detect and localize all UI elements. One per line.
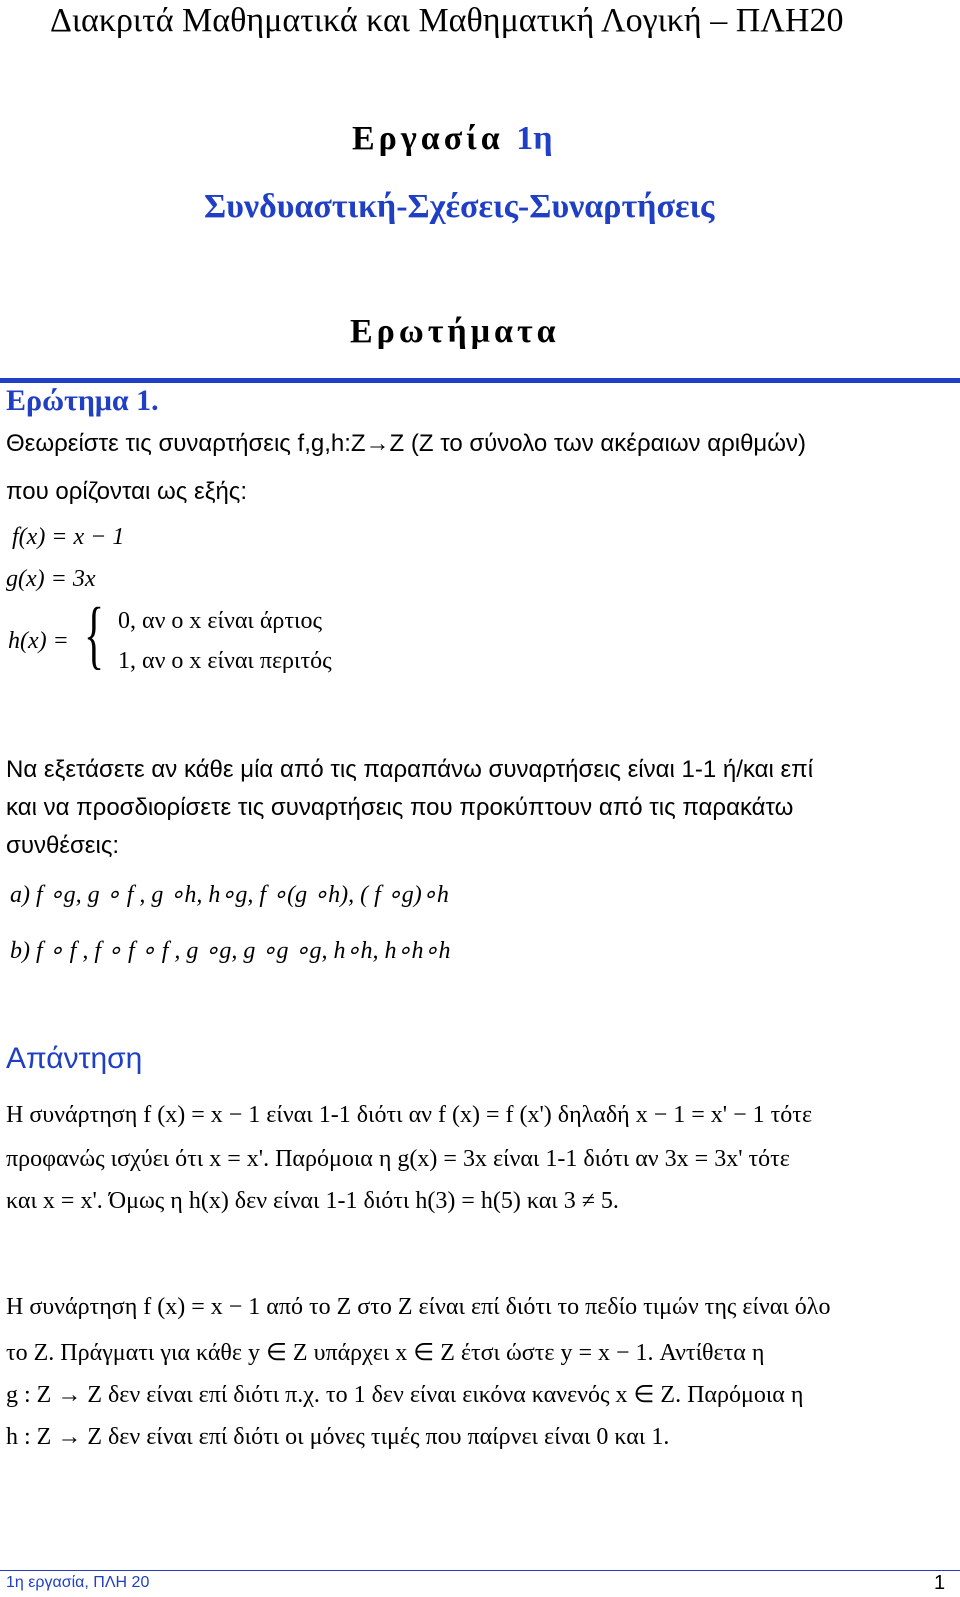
document-header: Διακριτά Μαθηματικά και Μαθηματική Λογική – ΠΛΗ20	[50, 2, 844, 39]
assignment-number: 1η	[516, 120, 553, 157]
answer-label: Απάντηση	[6, 1042, 143, 1075]
definition-g: g(x) = 3x	[6, 566, 96, 592]
question-intro-line-1: Θεωρείστε τις συναρτήσεις f,g,h:Z→Z (Z το σύνολο των ακέραιων αριθμών)	[6, 430, 806, 457]
definition-h-case-odd: 1, αν ο x είναι περιτός	[118, 648, 332, 674]
task-line-2: και να προσδιορίσετε τις συναρτήσεις που προκύπτουν από τις παρακάτω	[6, 794, 794, 821]
case-brace-icon: {	[84, 593, 105, 677]
page-number: 1	[934, 1572, 946, 1594]
answer-paragraph-2-line-1: Η συνάρτηση f (x) = x − 1 από το Z στο Z είναι επί διότι το πεδίο τιμών της είναι όλο	[6, 1294, 831, 1320]
question-intro-line-2: που ορίζονται ως εξής:	[6, 478, 248, 505]
answer-paragraph-2-line-4: h : Z → Z δεν είναι επί διότι οι μόνες τιμές που παίρνει είναι 0 και 1.	[6, 1424, 670, 1450]
assignment-subtitle: Συνδυαστική-Σχέσεις-Συναρτήσεις	[204, 188, 715, 225]
definition-h-case-even: 0, αν ο x είναι άρτιος	[118, 608, 322, 634]
assignment-title-word: Εργασία	[352, 120, 504, 157]
answer-paragraph-1-line-3: και x = x'. Όμως η h(x) δεν είναι 1-1 διότι h(3) = h(5) και 3 ≠ 5.	[6, 1188, 619, 1214]
answer-paragraph-2-line-2: το Z. Πράγματι για κάθε y ∈ Z υπάρχει x ∈ Z έτσι ώστε y = x − 1. Αντίθετα η	[6, 1340, 765, 1366]
answer-paragraph-1-line-2: προφανώς ισχύει ότι x = x'. Παρόμοια η g(x) = 3x είναι 1-1 διότι αν 3x = 3x' τότε	[6, 1146, 790, 1172]
composition-part-b: b) f ∘ f , f ∘ f ∘ f , g ∘g, g ∘g ∘g, h∘h, h∘h∘h	[10, 938, 451, 964]
task-line-3: συνθέσεις:	[6, 832, 120, 859]
composition-part-a: a) f ∘g, g ∘ f , g ∘h, h∘g, f ∘(g ∘h), ( f ∘g)∘h	[10, 882, 449, 908]
question-label: Ερώτημα 1.	[6, 384, 159, 417]
section-divider	[0, 378, 960, 383]
footer-divider	[0, 1570, 960, 1571]
section-title: Ερωτήματα	[350, 313, 560, 350]
assignment-title	[352, 120, 553, 158]
definition-f: f(x) = x − 1	[12, 524, 125, 550]
task-line-1: Να εξετάσετε αν κάθε μία από τις παραπάνω συναρτήσεις είναι 1-1 ή/και επί	[6, 756, 814, 783]
definition-h-lhs: h(x) =	[8, 628, 69, 654]
answer-paragraph-2-line-3: g : Z → Z δεν είναι επί διότι π.χ. το 1 δεν είναι εικόνα κανενός x ∈ Z. Παρόμοια η	[6, 1382, 804, 1408]
footer-label: 1η εργασία, ΠΛΗ 20	[6, 1574, 150, 1591]
answer-paragraph-1-line-1: Η συνάρτηση f (x) = x − 1 είναι 1-1 διότι αν f (x) = f (x') δηλαδή x − 1 = x' − 1 τότε	[6, 1102, 813, 1128]
